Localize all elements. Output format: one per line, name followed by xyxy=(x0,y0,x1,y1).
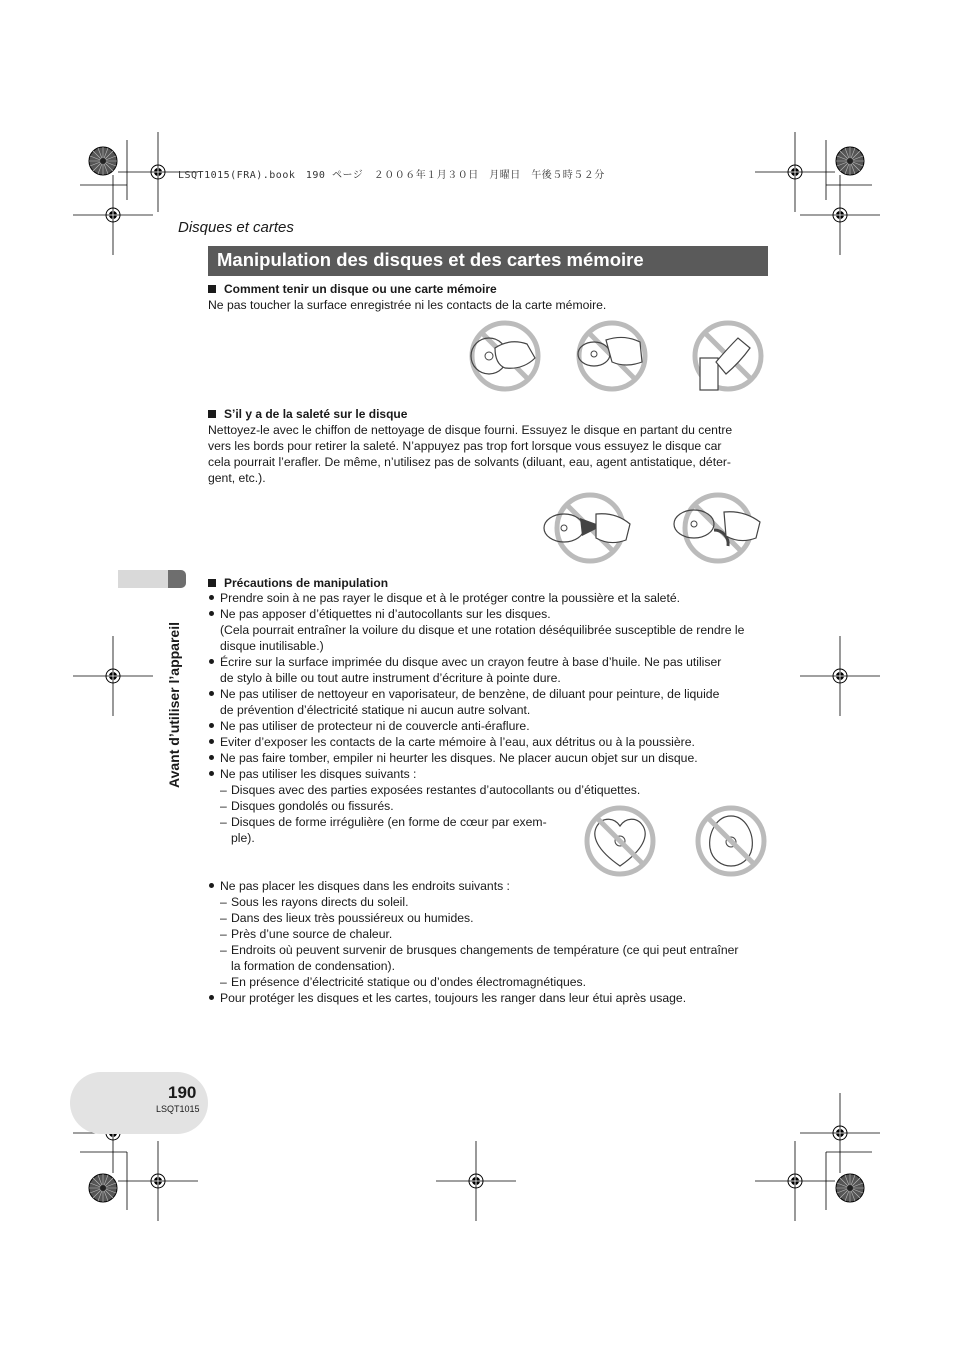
prohibited-disc-hold-icon xyxy=(465,318,545,394)
list-item: – Sous les rayons directs du soleil. xyxy=(220,895,409,909)
precautions-list xyxy=(208,590,768,1006)
color-wheel-icon xyxy=(836,1174,864,1202)
side-tab-label: Avant d’utiliser l’appareil xyxy=(166,622,182,788)
registration-mark-icon xyxy=(755,132,835,212)
registration-mark-icon xyxy=(73,636,153,716)
color-wheel-icon xyxy=(89,1174,117,1202)
registration-mark-icon xyxy=(73,175,153,255)
square-bullet-icon xyxy=(208,410,216,418)
wipe-disc-correct-icon xyxy=(540,490,640,566)
dirt-text: Nettoyez-le avec le chiffon de nettoyage de disque fourni. Essuyez le disque en partant du centre vers les bords pour retirer la saleté. N’appuyez pas trop fort lorsque vous essuyez le disque car cela pourrait l’erafler. De même, n’utilisez pas de solvants (diluant, eau, agent antistatique, déter- gent, etc.). xyxy=(208,423,733,485)
square-bullet-icon xyxy=(208,579,216,587)
print-header: LSQT1015(FRA).book 190 ページ ２００６年１月３０日 月曜日 午後５時５２分 xyxy=(178,170,605,181)
list-item: Écrire sur la surface imprimée du disque avec un crayon feutre à base d’huile. Ne pas utiliser de stylo à bille ou tout autre instrument d’écriture à pointe dure. xyxy=(208,654,768,686)
section-heading-dirt: S’il y a de la saleté sur le disque xyxy=(208,407,407,421)
section-heading-precautions: Précautions de manipulation xyxy=(208,576,388,590)
list-item: Prendre soin à ne pas rayer le disque et à le protéger contre la poussière et la saleté. xyxy=(208,590,768,606)
section-heading-handling: Comment tenir un disque ou une carte mémoire xyxy=(208,282,497,296)
section-label: Disques et cartes xyxy=(178,219,294,236)
list-item: Ne pas apposer d’étiquettes ni d’autocollants sur les disques. (Cela pourrait entraîner la voilure du disque et une rotation déséquilibrée susceptible de rendre le disque inutilisable.) xyxy=(208,606,768,654)
list-item: – Endroits où peuvent survenir de brusques changements de température (ce qui peut entraîner la formation de condensation). xyxy=(220,943,739,973)
list-item: Eviter d’exposer les contacts de la carte mémoire à l’eau, aux détritus ou à la poussière. xyxy=(208,734,768,750)
list-item: – Disques de forme irrégulière (en forme de cœur par exem- ple). xyxy=(220,815,547,845)
list-item: – Près d’une source de chaleur. xyxy=(220,927,393,941)
page-number-badge xyxy=(70,1072,208,1134)
unusable-discs-list xyxy=(220,782,768,846)
registration-mark-icon xyxy=(800,175,880,255)
registration-mark-icon xyxy=(118,1141,198,1221)
prohibited-odd-disc-icon xyxy=(694,804,768,878)
list-item: Ne pas utiliser de nettoyeur en vaporisateur, de benzène, de diluant pour peinture, de liquide de prévention d’électricité statique ni aucun autre solvant. xyxy=(208,686,768,718)
list-item: – Disques gondolés ou fissurés. xyxy=(220,799,394,813)
registration-mark-icon xyxy=(436,1141,516,1221)
list-item: – En présence d’électricité statique ou d’ondes électromagnétiques. xyxy=(220,975,587,989)
prohibited-disc-touch-icon xyxy=(572,318,652,394)
page-code: LSQT1015 xyxy=(156,1104,200,1114)
prohibited-card-touch-icon xyxy=(688,318,768,394)
square-bullet-icon xyxy=(208,285,216,293)
list-item: Ne pas faire tomber, empiler ni heurter les disques. Ne placer aucun objet sur un disque. xyxy=(208,750,768,766)
handling-text: Ne pas toucher la surface enregistrée ni les contacts de la carte mémoire. xyxy=(208,298,607,312)
list-item: Ne pas utiliser les disques suivants : – Disques avec des parties exposées restantes d’autocollants ou d’étiquettes. – Disques gondolés ou fissurés. – Disques de forme irrégulière (en forme de cœur par exem- ple). xyxy=(208,766,768,846)
wipe-disc-wrong-icon xyxy=(668,490,768,566)
registration-mark-icon xyxy=(755,1141,835,1221)
prohibited-heart-disc-icon xyxy=(583,804,657,878)
memory-card-icon xyxy=(700,358,718,390)
page-number: 190 xyxy=(168,1083,197,1102)
list-item: Pour protéger les disques et les cartes, toujours les ranger dans leur étui après usage. xyxy=(208,990,768,1006)
list-item: Ne pas utiliser de protecteur ni de couvercle anti-éraflure. xyxy=(208,718,768,734)
color-wheel-icon xyxy=(89,147,117,175)
page-title: Manipulation des disques et des cartes mémoire xyxy=(208,246,768,276)
registration-mark-icon xyxy=(800,636,880,716)
registration-mark-icon xyxy=(800,1093,880,1173)
list-item: – Dans des lieux très poussiéreux ou humides. xyxy=(220,911,474,925)
list-item: Ne pas placer les disques dans les endroits suivants : – Sous les rayons directs du soleil. – Dans des lieux très poussiéreux ou humides. – Près d’une source de chaleur. – Endroits où peuvent survenir de brusques changements de température (ce qui peut entraîner la formation de condensation). – En présence d’électricité statique ou d’ondes électromagnétiques. xyxy=(208,878,768,990)
side-tab-marker xyxy=(168,570,186,588)
color-wheel-icon xyxy=(836,147,864,175)
storage-places-list xyxy=(220,894,768,990)
list-item: – Disques avec des parties exposées restantes d’autocollants ou d’étiquettes. xyxy=(220,783,641,797)
